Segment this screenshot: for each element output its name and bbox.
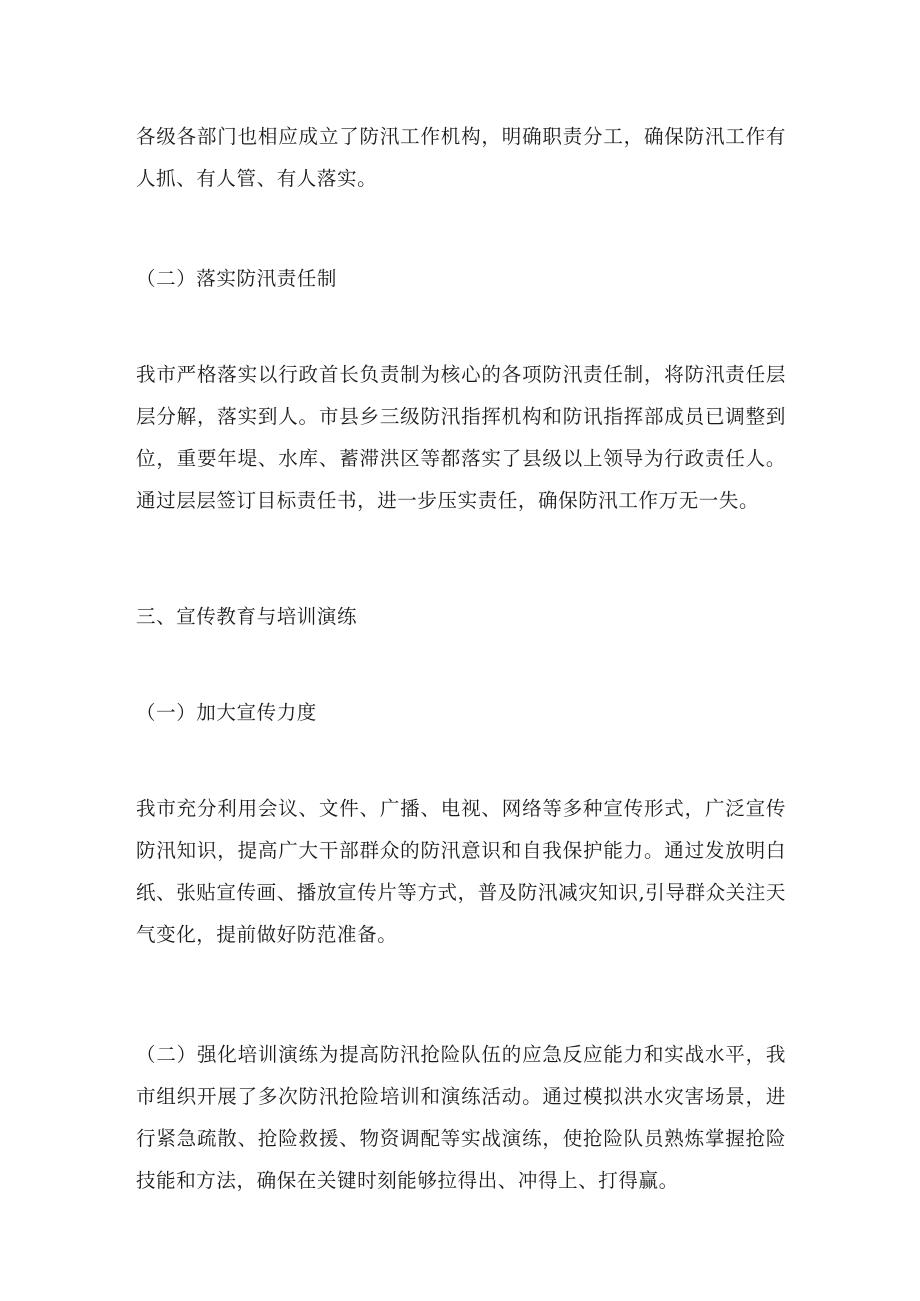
section-heading-publicity-training: 三、宣传教育与培训演练 bbox=[136, 605, 358, 628]
heading-publicity: （一）加大宣传力度 bbox=[136, 701, 317, 724]
paragraph-training-drills: （二）强化培训演练为提高防汛抢险队伍的应急反应能力和实战水平，我市组织开展了多次防汛抢险培训和演练活动。通过模拟洪水灾害场景，进行紧急疏散、抢险救援、物资调配等实战演练，使抢险队员熟炼掌握抢险技能和方法，确保在关键时刻能够拉得出、冲得上、打得赢。 bbox=[136, 1043, 786, 1192]
paragraph-responsibility-system: 我市严格落实以行政首长负责制为核心的各项防汛责任制，将防汛责任层层分解，落实到人。市县乡三级防汛指挥机构和防讯指挥部成员已调整到位，重要年堤、水库、蓄滞洪区等都落实了县级以上领导为行政责任人。通过层层签订目标责任书，进一步压实责任，确保防汛工作万无一失。 bbox=[136, 363, 786, 512]
paragraph-publicity: 我市充分利用会议、文件、广播、电视、网络等多种宣传形式，广泛宣传防汛知识，提高广大干部群众的防汛意识和自我保护能力。通过发放明白纸、张贴宣传画、播放宣传片等方式，普及防汛减灾知识,引导群众关注天气变化，提前做好防范准备。 bbox=[136, 797, 786, 946]
paragraph-responsibility-structure: 各级各部门也相应成立了防汛工作机构，明确职责分工，确保防汛工作有人抓、有人管、有人落实。 bbox=[136, 125, 786, 190]
heading-implement-responsibility: （二）落实防汛责任制 bbox=[136, 267, 338, 290]
